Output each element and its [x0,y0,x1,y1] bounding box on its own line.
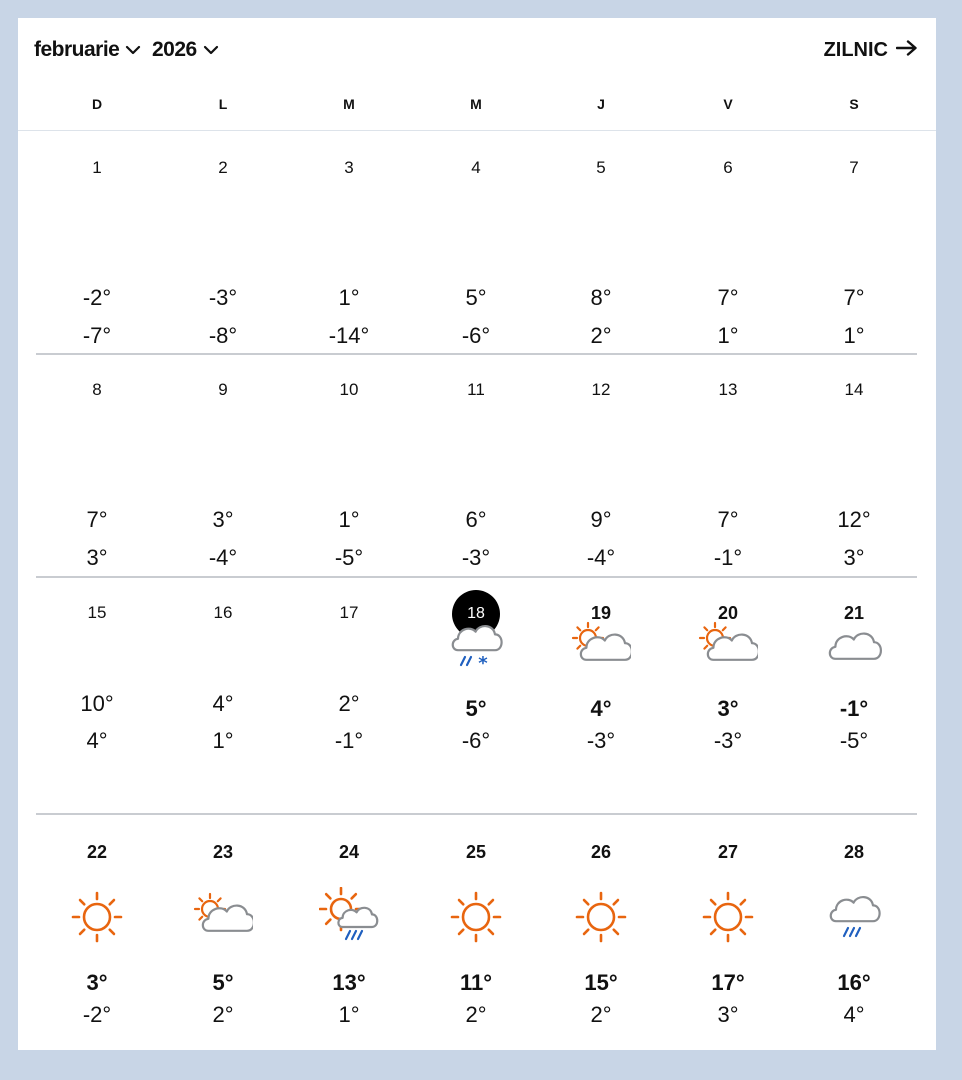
temp-high: 17° [711,970,745,995]
day-cell[interactable] [168,576,278,776]
temp-low: -3° [461,545,491,570]
temp-high: 3° [717,696,739,721]
weekday-header-row [18,82,936,131]
week-row [18,131,936,353]
day-cell[interactable] [168,813,278,1027]
day-number: 7 [849,158,859,177]
day-cell[interactable] [294,576,404,776]
sunny-icon [571,887,631,947]
day-number: 22 [86,842,108,862]
day-cell[interactable] [546,813,656,1027]
day-number: 26 [590,842,612,862]
day-number: 11 [467,380,485,399]
year-label: 2026 [152,38,197,61]
temp-low: 2° [590,1002,612,1027]
temp-low: -4° [586,545,616,570]
day-number: 14 [844,380,864,399]
temp-high: 16° [837,970,871,995]
calendar-card [18,18,936,1050]
day-cell[interactable] [294,131,404,348]
temp-low: -5° [334,545,364,570]
day-number: 10 [339,380,359,399]
weekday-label: M [343,96,355,112]
temp-high: 7° [717,285,739,310]
month-selector[interactable] [34,36,141,64]
temp-high: -1° [839,696,869,721]
temp-high: -3° [208,285,238,310]
day-number: 16 [213,603,233,622]
temp-low: -1° [713,545,743,570]
weekday-label: D [91,96,103,112]
day-number: 15 [87,603,107,622]
day-number: 24 [338,842,360,862]
day-cell[interactable] [421,576,531,776]
day-cell[interactable] [799,813,909,1027]
calendar-header [18,18,936,82]
day-cell[interactable] [673,353,783,570]
temp-high: -2° [82,285,112,310]
temp-low: 3° [717,1002,739,1027]
temp-low: -1° [334,728,364,753]
day-cell[interactable] [42,131,152,348]
day-cell[interactable] [546,353,656,570]
sleet-icon [446,616,506,676]
temp-high: 8° [590,285,612,310]
temp-high: 4° [212,691,234,716]
temp-high: 13° [332,970,366,995]
temp-high: 1° [338,285,360,310]
week-row [18,353,936,576]
temp-high: 3° [86,970,108,995]
temp-low: 2° [590,323,612,348]
day-cell[interactable] [168,131,278,348]
day-cell[interactable] [421,813,531,1027]
daily-view-link[interactable] [824,36,918,64]
temp-high: 15° [584,970,618,995]
temp-low: 4° [86,728,108,753]
partly-cloudy-icon [698,616,758,676]
day-number: 5 [596,158,606,177]
arrow-right-icon [896,39,918,62]
temp-low: -3° [713,728,743,753]
day-cell[interactable] [673,813,783,1027]
day-number: 12 [591,380,611,399]
today-marker: 18 [452,590,500,638]
day-number: 9 [218,380,228,399]
day-cell[interactable] [294,813,404,1027]
week-row [18,813,936,1050]
day-number: 1 [92,158,102,177]
temp-low: 1° [843,323,865,348]
rain-icon [824,887,884,947]
temp-high: 5° [465,696,487,721]
partly-cloudy-icon [571,616,631,676]
temp-high: 7° [843,285,865,310]
temp-low: -3° [586,728,616,753]
temp-high: 2° [338,691,360,716]
temp-low: -5° [839,728,869,753]
day-number: 4 [471,158,481,177]
temp-high: 3° [212,507,234,532]
day-cell[interactable] [42,813,152,1027]
temp-low: 2° [212,1002,234,1027]
day-cell[interactable] [168,353,278,570]
day-number: 17 [339,603,359,622]
day-number: 2 [218,158,228,177]
temp-low: 1° [212,728,234,753]
day-cell[interactable] [546,131,656,348]
day-number: 6 [723,158,733,177]
temp-low: 2° [465,1002,487,1027]
temp-low: 1° [338,1002,360,1027]
week-row [18,576,936,813]
temp-high: 10° [80,691,114,716]
temp-low: -2° [82,1002,112,1027]
temp-low: -6° [461,728,491,753]
temp-high: 7° [717,507,739,532]
weekday-label: M [470,96,482,112]
temp-low: 4° [843,1002,865,1027]
day-number: 25 [465,842,487,862]
temp-low: 1° [717,323,739,348]
temp-high: 5° [465,285,487,310]
temp-low: -4° [208,545,238,570]
day-number: 23 [212,842,234,862]
daily-link-label: ZILNIC [823,38,888,61]
day-cell[interactable] [673,131,783,348]
weekday-label: J [597,96,605,112]
day-cell[interactable] [42,576,152,776]
sunny-icon [698,887,758,947]
day-cell[interactable] [546,576,656,776]
week-divider [36,353,917,355]
day-number: 28 [843,842,865,862]
day-cell[interactable] [799,353,909,570]
day-cell[interactable] [421,353,531,570]
temp-high: 5° [212,970,234,995]
temp-high: 1° [338,507,360,532]
temp-low: -8° [208,323,238,348]
day-cell[interactable] [42,353,152,570]
day-number: 13 [718,380,738,399]
month-label: februarie [34,38,120,61]
day-number: 20 [717,603,739,623]
day-number: 21 [843,603,865,623]
day-number: 8 [92,380,102,399]
temp-low: -7° [82,323,112,348]
day-cell[interactable] [294,353,404,570]
temp-high: 6° [465,507,487,532]
day-cell[interactable] [799,131,909,348]
weekday-label: S [849,96,859,112]
chevron-down-icon [125,45,141,55]
week-divider [36,813,917,815]
day-number: 19 [590,603,612,623]
sunny-icon [67,887,127,947]
week-divider [36,576,917,578]
day-cell[interactable] [421,131,531,348]
temp-high: 9° [590,507,612,532]
temp-low: -14° [328,323,370,348]
day-cell[interactable] [799,576,909,776]
temp-high: 7° [86,507,108,532]
weekday-label: V [723,96,733,112]
svg-text:*: * [478,653,488,674]
year-selector[interactable] [152,36,219,64]
partly-cloudy-icon [193,887,253,947]
temp-high: 12° [837,507,871,532]
chevron-down-icon [203,45,219,55]
cloudy-icon [824,616,884,676]
sunny-icon [446,887,506,947]
day-cell[interactable] [673,576,783,776]
temp-high: 11° [459,970,493,995]
temp-low: -6° [461,323,491,348]
sun-cloud-rain-icon [319,887,379,947]
weekday-label: L [218,96,228,112]
day-number: 27 [717,842,739,862]
temp-low: 3° [843,545,865,570]
temp-low: 3° [86,545,108,570]
temp-high: 4° [590,696,612,721]
day-number: 3 [344,158,354,177]
